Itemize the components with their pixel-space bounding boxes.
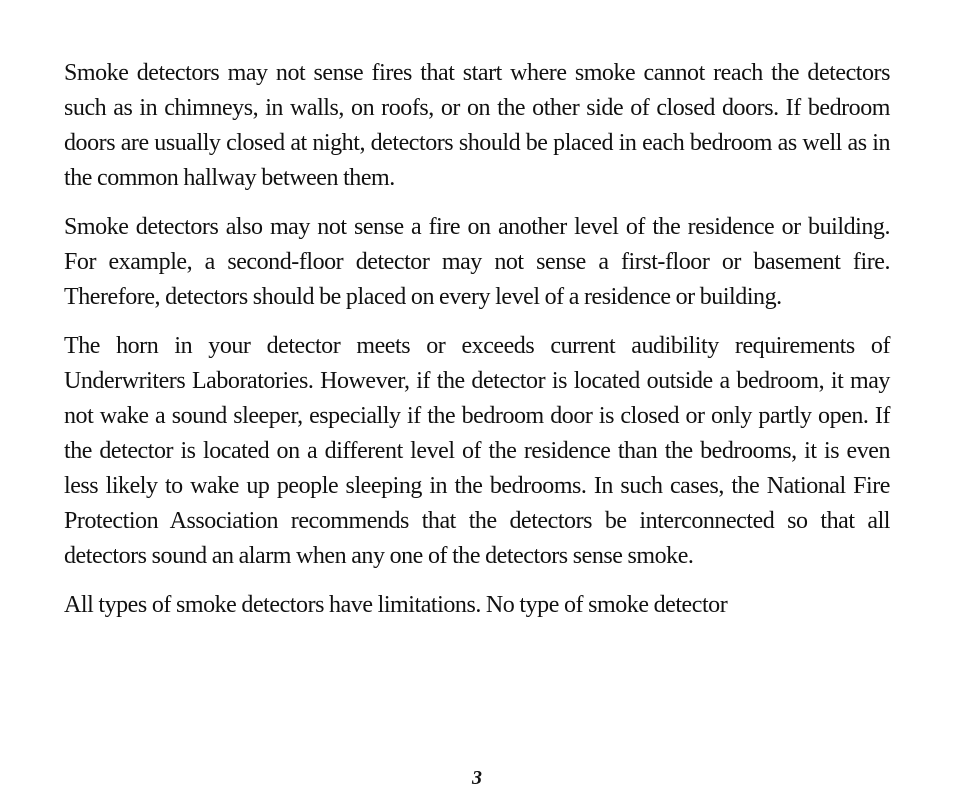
document-body <box>64 56 890 637</box>
paragraph-other-level: Smoke detectors also may not sense a fire on another level of the residence or building. For example, a second-floor detector may not sense a first-floor or basement fire. Therefore, detectors should be placed on every level of a residence or building. <box>64 214 890 310</box>
paragraph-chimney-walls: Smoke detectors may not sense fires that start where smoke cannot reach the detectors such as in chimneys, in walls, on roofs, or on the other side of closed doors. If bedroom doors are usually closed at night, detectors should be placed in each bedroom as well as in the common hallway between them. <box>64 60 890 191</box>
page-number: 3 <box>472 767 482 789</box>
paragraph-limitations: All types of smoke detectors have limitations. No type of smoke detector <box>64 592 728 618</box>
paragraph-horn-audibility: The horn in your detector meets or exceeds current audibility requirements of Underwriters Laboratories. However, if the detector is located outside a bedroom, it may not wake a sound sleeper, especially if the bedroom door is closed or only partly open. If the detector is located on a different level of the residence than the bedrooms, it is even less likely to wake up people sleeping in the bedrooms. In such cases, the National Fire Protection Association recommends that the detectors be interconnected so that all detectors sound an alarm when any one of the detectors sense smoke. <box>64 333 890 569</box>
